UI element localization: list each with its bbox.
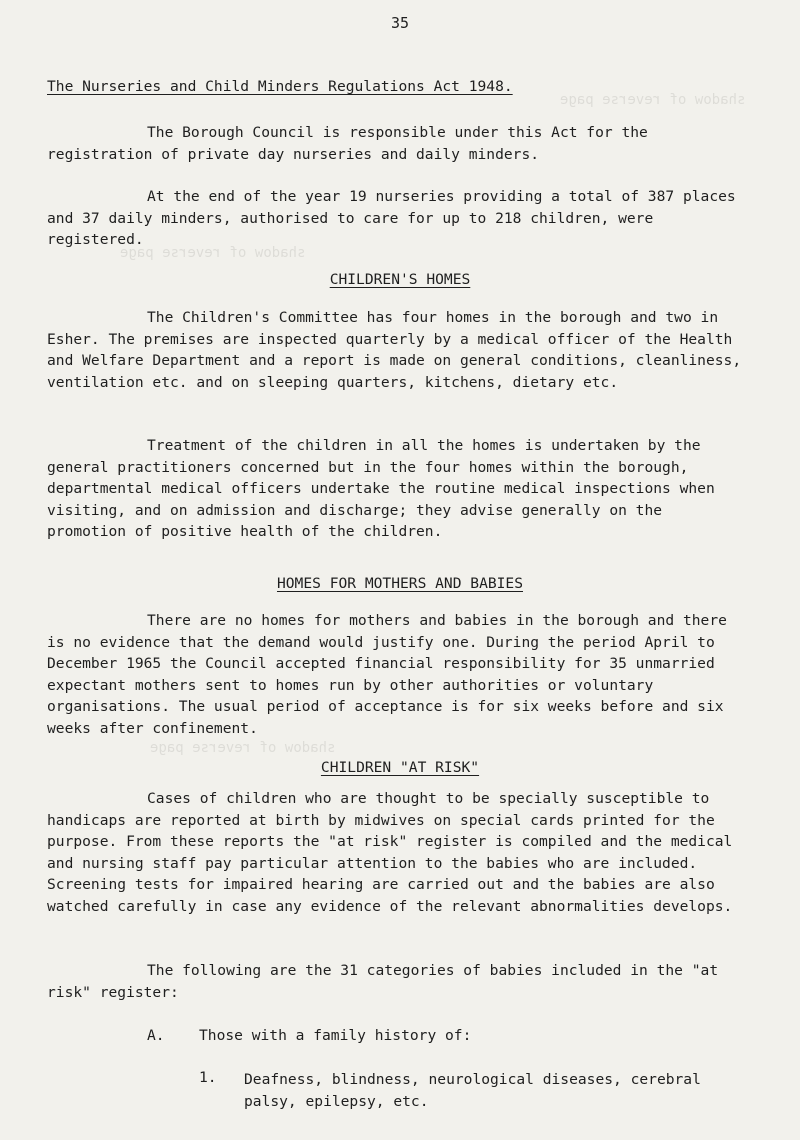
paragraph-treatment: Treatment of the children in all the homes is undertaken by the general practitioners concerned but in the four homes within the borough, departmental medical officers undertake the routine medical inspections when visiting, and on admission and discharge; they advise generally on the promotion of positive health of the children. bbox=[47, 437, 715, 540]
heading-childrens-homes: CHILDREN'S HOMES bbox=[329, 271, 471, 288]
list-item-number: 1. bbox=[199, 1069, 217, 1086]
list-heading: Those with a family history of: bbox=[199, 1027, 472, 1044]
bleed-through-text: shadow of reverse page bbox=[560, 92, 746, 108]
paragraph-at-risk: Cases of children who are thought to be specially susceptible to handicaps are reported at birth by midwives on special cards printed for the purpose. From these reports the "at risk" register is compiled and the medical and nursing staff pay particular attention to the babies who are included. Screening tests for impaired hearing are carried out and the babies are also watched carefully in case any evidence of the relevant abnormalities develops. bbox=[47, 790, 733, 915]
bleed-through-text: shadow of reverse page bbox=[120, 245, 306, 261]
paragraph-childrens-homes: The Children's Committee has four homes in the borough and two in Esher. The premises are inspected quarterly by a medical officer of the Health and Welfare Department and a report is made on general conditions, cleanliness, ventilation etc. and on sleeping quarters, kitchens, dietary etc. bbox=[47, 309, 742, 391]
heading-homes-mothers-babies: HOMES FOR MOTHERS AND BABIES bbox=[276, 575, 523, 592]
paragraph-categories: The following are the 31 categories of babies included in the "at risk" register: bbox=[47, 962, 719, 1001]
page-number: 35 bbox=[390, 14, 410, 32]
bleed-through-text: shadow of reverse page bbox=[150, 740, 336, 756]
heading-children-at-risk: CHILDREN "AT RISK" bbox=[320, 759, 480, 776]
paragraph-registered-counts: At the end of the year 19 nurseries providing a total of 387 places and 37 daily minders, authorised to care for up to 218 children, were registered. bbox=[47, 188, 736, 248]
section-title: The Nurseries and Child Minders Regulations Act 1948. bbox=[47, 78, 513, 95]
paragraph-registration: The Borough Council is responsible under this Act for the registration of private day nurseries and daily minders. bbox=[47, 124, 648, 163]
paragraph-mothers-babies: There are no homes for mothers and babies in the borough and there is no evidence that the demand would justify one. During the period April to December 1965 the Council accepted financial responsibility for 35 unmarried expectant mothers sent to homes run by other authorities or voluntary organisations. The usual period of acceptance is for six weeks before and six weeks after confinement. bbox=[47, 612, 727, 737]
list-label: A. bbox=[147, 1027, 165, 1044]
list-item-text: Deafness, blindness, neurological diseases, cerebral palsy, epilepsy, etc. bbox=[244, 1071, 701, 1110]
